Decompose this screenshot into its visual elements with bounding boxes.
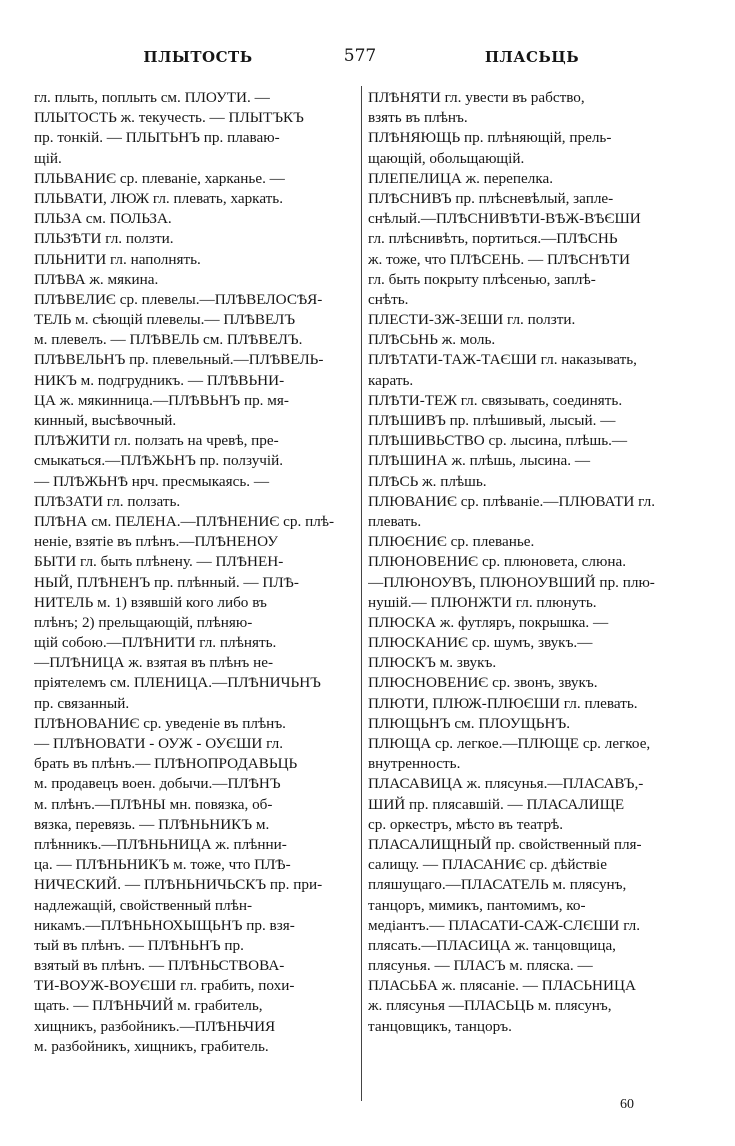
running-head-left: ПЛЫТОСТЬ bbox=[143, 48, 253, 66]
text-line: снѣть. bbox=[368, 290, 409, 308]
text-line: НИЧЕСКИЙ. — ПЛѢНЬНИЧЬСКЪ пр. при- bbox=[34, 876, 323, 894]
text-line: ПЛѢЖИТИ гл. ползать на чревѣ, пре- bbox=[34, 432, 279, 450]
text-line: ПЛѢСНИВЪ пр. плѣсневѣлый, запле- bbox=[368, 189, 614, 207]
text-line: ПЛѢШИВЬСТВО ср. лысина, плѣшь.— bbox=[368, 432, 628, 450]
text-line: НИКЪ м. подгрудникъ. — ПЛѢВЬНИ- bbox=[34, 371, 285, 389]
text-line: ПЛѢШИНА ж. плѣшь, лысина. — bbox=[368, 452, 591, 470]
text-line: ПЛѢНЯТИ гл. увести въ рабство, bbox=[368, 89, 585, 106]
text-line: ПЛЮСКА ж. футляръ, покрышка. — bbox=[368, 613, 609, 631]
text-line: щать. — ПЛѢНЬЧИЙ м. грабитель, bbox=[34, 997, 263, 1015]
text-line: ПЛАСЬБА ж. плясаніе. — ПЛАСЬНИЦА bbox=[368, 977, 636, 995]
page-number: 577 bbox=[343, 46, 377, 66]
text-line: смыкаться.—ПЛѢЖЬНЪ пр. ползучій. bbox=[34, 452, 284, 470]
running-head-right: ПЛАСЬЦЬ bbox=[484, 48, 580, 66]
text-line: ПЛЮСНОВЕНИЄ ср. звонъ, звукъ. bbox=[368, 674, 598, 692]
text-line: —ПЛѢНИЦА ж. взятая въ плѣнъ не- bbox=[34, 654, 274, 672]
text-line: ПЛѢТАТИ-ТАЖ-ТАЄШИ гл. наказывать, bbox=[368, 351, 637, 369]
text-line: танцоръ, мимикъ, пантомимъ, ко- bbox=[368, 896, 586, 914]
text-line: ПЛѢНЯЮЩЬ пр. плѣняющій, прель- bbox=[368, 129, 612, 147]
text-line: ца. — ПЛѢНЬНИКЪ м. тоже, что ПЛѢ- bbox=[34, 856, 291, 874]
text-line: кинный, высѣвочный. bbox=[34, 412, 177, 429]
text-line: ср. оркестръ, мѣсто въ театрѣ. bbox=[368, 815, 564, 833]
text-line: ПЛѢСЬНЬ ж. моль. bbox=[368, 331, 496, 349]
text-line: ПЛЮСКЪ м. звукъ. bbox=[368, 654, 497, 672]
text-line: медіантъ.— ПЛАСАТИ-САЖ-СЛЄШИ гл. bbox=[368, 916, 641, 934]
left-column bbox=[34, 88, 356, 1057]
text-line: ТЕЛЬ м. сѣющій плевелы.— ПЛѢВЕЛЪ bbox=[34, 311, 296, 329]
text-line: ПЛѢТИ-ТЕЖ гл. связывать, соединять. bbox=[368, 391, 623, 409]
text-line: ПЛѢСЬ ж. плѣшь. bbox=[368, 472, 487, 490]
text-line: —ПЛЮНОУВЪ, ПЛЮНОУВШИЙ пр. плю- bbox=[368, 573, 655, 591]
text-line: тый въ плѣнъ. — ПЛѢНЬНЪ пр. bbox=[34, 936, 244, 954]
text-line: ПЛѢЗАТИ гл. ползать. bbox=[34, 492, 181, 510]
text-line: ПЛАСАЛИЩНЫЙ пр. свойственный пля- bbox=[368, 835, 642, 853]
text-line: — ПЛѢЖЬНѢ нрч. пресмыкаясь. — bbox=[34, 472, 270, 490]
text-line: НИТЕЛЬ м. 1) взявшій кого либо въ bbox=[34, 593, 267, 611]
text-line: ПЛѢВА ж. мякина. bbox=[34, 270, 159, 288]
text-line: никамъ.—ПЛѢНЬНОХЫЩЬНЪ пр. взя- bbox=[34, 916, 295, 934]
text-line: ПЛЮЩА ср. легкое.—ПЛЮЩЕ ср. легкое, bbox=[368, 735, 651, 752]
text-line: ПЛЮВАНИЄ ср. плѣваніе.—ПЛЮВАТИ гл. bbox=[368, 492, 656, 510]
text-line: ПЛЫТОСТЬ ж. текучесть. — ПЛЫТЪКЪ bbox=[34, 109, 304, 127]
text-line: взятый въ плѣнъ. — ПЛѢНЬСТВОВА- bbox=[34, 957, 285, 975]
text-line: м. плевелъ. — ПЛѢВЕЛЬ см. ПЛѢВЕЛЪ. bbox=[34, 331, 303, 349]
text-line: ПЛЬЗА см. ПОЛЬЗА. bbox=[34, 210, 172, 228]
text-line: ЦА ж. мякинница.—ПЛѢВЬНЪ пр. мя- bbox=[34, 391, 289, 409]
text-line: м. разбойникъ, хищникъ, грабитель. bbox=[34, 1037, 269, 1055]
text-line: ПЛѢНОВАНИЄ ср. уведеніе въ плѣнъ. bbox=[34, 714, 286, 732]
text-line: ПЛЬЗѢТИ гл. ползти. bbox=[34, 230, 174, 248]
text-line: пріятелемъ см. ПЛЕНИЦА.—ПЛѢНИЧЬНЪ bbox=[34, 674, 321, 692]
text-line: щающій, обольщающій. bbox=[368, 149, 525, 167]
text-line: ПЛЮЩЬНЪ см. ПЛОУЩЬНЪ. bbox=[368, 714, 571, 732]
text-line: ПЛЕСТИ-ЗЖ-ЗЕШИ гл. ползти. bbox=[368, 311, 576, 329]
text-line: ПЛѢНА см. ПЕЛЕНА.—ПЛѢНЕНИЄ ср. плѣ- bbox=[34, 512, 335, 530]
text-line: плѣнъ; 2) прельщающій, плѣняю- bbox=[34, 613, 253, 631]
text-line: ПЛЮЄНИЄ ср. плеванье. bbox=[368, 533, 535, 551]
text-line: неніе, взятіе въ плѣнъ.—ПЛѢНЕНОУ bbox=[34, 533, 279, 551]
text-line: нушій.— ПЛЮНЖТИ гл. плюнуть. bbox=[368, 593, 597, 611]
text-line: салищу. — ПЛАСАНИЄ ср. дѣйствіе bbox=[368, 856, 607, 874]
text-line: снѣлый.—ПЛѢСНИВѢТИ-ВѢЖ-ВѢЄШИ bbox=[368, 210, 641, 228]
text-line: ПЛѢВЕЛЬНЪ пр. плевельный.—ПЛѢВЕЛЬ- bbox=[34, 351, 324, 369]
text-line: ШИЙ пр. плясавшій. — ПЛАСАЛИЩЕ bbox=[368, 795, 625, 813]
text-line: ПЛѢВЕЛИЄ ср. плевелы.—ПЛѢВЕЛОСѢЯ- bbox=[34, 290, 323, 308]
text-line: ПЛЮТИ, ПЛЮЖ-ПЛЮЄШИ гл. плевать. bbox=[368, 694, 638, 712]
text-line: гл. плыть, поплыть см. ПЛОУТИ. — bbox=[34, 89, 270, 106]
text-line: щій собою.—ПЛѢНИТИ гл. плѣнять. bbox=[34, 634, 277, 652]
text-line: ПЛЬВАТИ, ЛЮЖ гл. плевать, харкать. bbox=[34, 189, 284, 207]
text-line: внутренность. bbox=[368, 755, 461, 773]
right-column bbox=[368, 88, 692, 1037]
text-line: ПЛѢШИВЪ пр. плѣшивый, лысый. — bbox=[368, 412, 616, 429]
text-line: ПЛЕПЕЛИЦА ж. перепелка. bbox=[368, 169, 554, 187]
text-line: карать. bbox=[368, 371, 414, 389]
text-line: вязка, перевязь. — ПЛѢНЬНИКЪ м. bbox=[34, 815, 270, 833]
text-line: м. продавецъ воен. добычи.—ПЛѢНЪ bbox=[34, 775, 281, 793]
text-line: щій. bbox=[34, 149, 62, 167]
text-line: м. плѣнъ.—ПЛѢНЫ мн. повязка, об- bbox=[34, 795, 273, 813]
text-line: гл. быть покрыту плѣсенью, заплѣ- bbox=[368, 270, 596, 288]
text-line: пр. тонкій. — ПЛЫТЬНЪ пр. плаваю- bbox=[34, 129, 280, 147]
text-line: ж. плясунья —ПЛАСЬЦЬ м. плясунъ, bbox=[368, 997, 612, 1015]
text-line: ПЛЬНИТИ гл. наполнять. bbox=[34, 250, 201, 268]
text-line: БЫТИ гл. быть плѣнену. — ПЛѢНЕН- bbox=[34, 553, 284, 571]
text-line: плясунья. — ПЛАСЪ м. пляска. — bbox=[368, 957, 593, 975]
text-line: ПЛЮСКАНИЄ ср. шумъ, звукъ.— bbox=[368, 634, 593, 652]
text-line: ПЛАСАВИЦА ж. плясунья.—ПЛАСАВЪ,- bbox=[368, 775, 644, 793]
text-line: пляшущаго.—ПЛАСАТЕЛЬ м. плясунъ, bbox=[368, 876, 627, 894]
text-line: ж. тоже, что ПЛѢСЕНЬ. — ПЛѢСНѢТИ bbox=[368, 250, 630, 268]
text-line: плѣнникъ.—ПЛѢНЬНИЦА ж. плѣнни- bbox=[34, 835, 287, 853]
text-line: ПЛЮНОВЕНИЄ ср. плюновета, слюна. bbox=[368, 553, 626, 571]
text-line: плевать. bbox=[368, 512, 422, 530]
text-line: гл. плѣснивѣть, портиться.—ПЛѢСНЬ bbox=[368, 230, 618, 248]
text-line: НЫЙ, ПЛѢНЕНЪ пр. плѣнный. — ПЛѢ- bbox=[34, 573, 299, 591]
text-line: пр. связанный. bbox=[34, 694, 130, 712]
column-divider bbox=[361, 86, 362, 1101]
text-line: — ПЛѢНОВАТИ - ОУЖ - ОУЄШИ гл. bbox=[34, 735, 284, 752]
text-line: ПЛЬВАНИЄ ср. плеваніе, харканье. — bbox=[34, 169, 285, 187]
text-line: плясать.—ПЛАСИЦА ж. танцовщица, bbox=[368, 936, 616, 954]
signature-number: 60 bbox=[620, 1097, 634, 1112]
text-line: надлежащій, свойственный плѣн- bbox=[34, 896, 253, 914]
text-line: брать въ плѣнъ.— ПЛѢНОПРОДАВЬЦЬ bbox=[34, 755, 298, 773]
text-line: танцовщикъ, танцоръ. bbox=[368, 1017, 512, 1035]
text-line: хищникъ, разбойникъ.—ПЛѢНЬЧИЯ bbox=[34, 1017, 276, 1035]
text-line: взять въ плѣнъ. bbox=[368, 109, 468, 127]
text-line: ТИ-ВОУЖ-ВОУЄШИ гл. грабить, похи- bbox=[34, 977, 295, 995]
